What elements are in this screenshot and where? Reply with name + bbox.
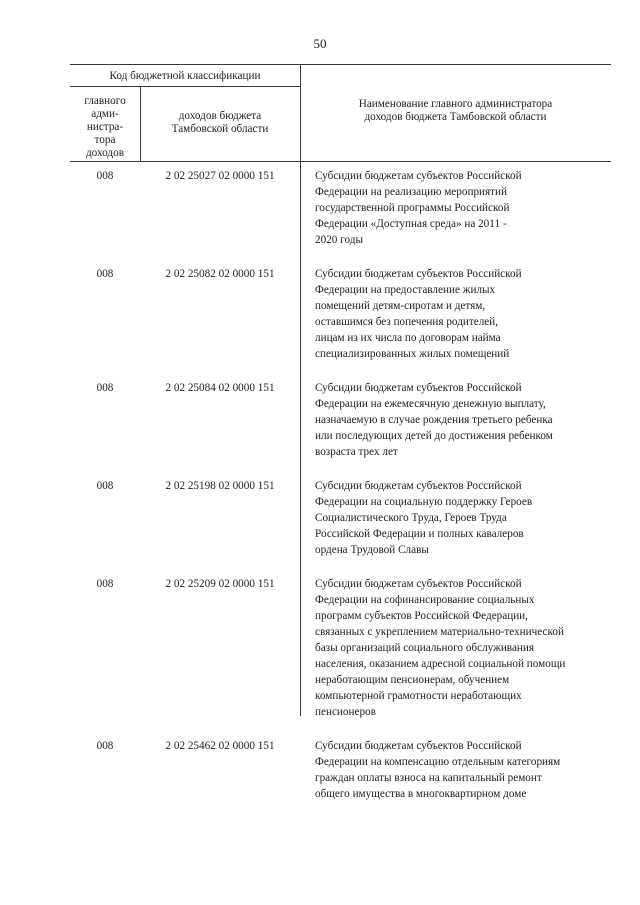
admin-name-line: специализированных жилых помещений	[315, 348, 510, 360]
table-row	[70, 379, 611, 477]
admin-name-line: неработающим пенсионерам, обучением	[315, 674, 510, 686]
admin-code-header-line: главного	[84, 95, 126, 107]
income-code-cell: 2 02 25084 02 0000 151	[165, 382, 275, 394]
admin-name-line: населения, оказанием адресной социальной помощи	[315, 658, 566, 670]
income-code-header-line: Тамбовской области	[171, 123, 269, 135]
table-top-border	[70, 64, 611, 65]
admin-name-line: лицам из их числа по договорам найма	[315, 332, 501, 344]
admin-code-cell: 008	[96, 740, 114, 752]
admin-name-line: государственной программы Российской	[315, 202, 510, 214]
table-row	[70, 575, 611, 737]
admin-name-line: или последующих детей до достижения ребенком	[315, 430, 553, 442]
admin-name-header	[300, 98, 611, 124]
admin-name-line: Субсидии бюджетам субъектов Российской	[315, 578, 522, 590]
admin-name-line: назначаемую в случае рождения третьего ребенка	[315, 414, 553, 426]
admin-name-cell	[300, 575, 611, 720]
admin-name-cell	[300, 477, 611, 558]
admin-code-cell: 008	[96, 480, 114, 492]
admin-code-header-line: нистра-	[86, 121, 124, 133]
income-code-cell: 2 02 25462 02 0000 151	[165, 740, 275, 752]
admin-code-cell: 008	[96, 382, 114, 394]
admin-code-cell: 008	[96, 268, 114, 280]
income-code-cell: 2 02 25027 02 0000 151	[165, 170, 275, 182]
admin-name-line: Субсидии бюджетам субъектов Российской	[315, 268, 522, 280]
admin-name-line: Федерации «Доступная среда» на 2011 -	[315, 218, 507, 230]
admin-name-line: Федерации на предоставление жилых	[315, 284, 496, 296]
admin-name-line: связанных с укреплением материально-технической	[315, 626, 564, 638]
admin-name-line: общего имущества в многоквартирном доме	[315, 788, 527, 800]
admin-name-line: Российской Федерации и полных кавалеров	[315, 528, 524, 540]
admin-code-header	[70, 95, 140, 160]
income-code-header	[140, 110, 300, 136]
admin-name-line: пенсионеров	[315, 706, 376, 718]
admin-name-line: Субсидии бюджетам субъектов Российской	[315, 382, 522, 394]
income-code-cell: 2 02 25209 02 0000 151	[165, 578, 275, 590]
table-row	[70, 477, 611, 575]
admin-name-line: Федерации на софинансирование социальных	[315, 594, 535, 606]
admin-code-header-line: адми-	[91, 108, 119, 120]
table-row	[70, 737, 611, 819]
budget-classification-table	[70, 64, 611, 800]
page-number: 50	[313, 36, 327, 51]
admin-name-line: базы организаций социального обслуживания	[315, 642, 535, 654]
code-group-header: Код бюджетной классификации	[109, 70, 261, 82]
income-code-cell: 2 02 25198 02 0000 151	[165, 480, 275, 492]
admin-code-header-line: доходов	[85, 147, 124, 159]
admin-name-cell	[300, 379, 611, 460]
admin-name-header-line: доходов бюджета Тамбовской области	[364, 111, 547, 123]
admin-name-line: оставшимся без попечения родителей,	[315, 316, 499, 328]
admin-name-header-line: Наименование главного администратора	[358, 98, 553, 110]
admin-name-line: помещений детям-сиротам и детям,	[315, 300, 486, 312]
admin-name-line: Субсидии бюджетам субъектов Российской	[315, 480, 522, 492]
table-row	[70, 265, 611, 379]
income-code-header-line: доходов бюджета	[178, 110, 262, 122]
admin-code-cell: 008	[96, 170, 114, 182]
code-group-underline	[70, 86, 300, 87]
admin-name-line: Федерации на компенсацию отдельным категориям	[315, 756, 561, 768]
admin-name-line: программ субъектов Российской Федерации,	[315, 610, 528, 622]
admin-code-header-line: тора	[94, 134, 116, 146]
admin-name-line: ордена Трудовой Славы	[315, 544, 429, 556]
admin-name-cell	[300, 737, 611, 802]
admin-name-cell	[300, 265, 611, 362]
admin-name-line: Субсидии бюджетам субъектов Российской	[315, 170, 522, 182]
admin-code-cell: 008	[96, 578, 114, 590]
admin-name-cell	[300, 167, 611, 248]
header-bottom-border	[70, 161, 611, 162]
admin-name-line: возраста трех лет	[315, 446, 398, 458]
admin-name-line: Социалистического Труда, Героев Труда	[315, 512, 507, 524]
admin-name-line: 2020 годы	[315, 234, 363, 246]
admin-name-line: Федерации на ежемесячную денежную выплату,	[315, 398, 546, 410]
admin-name-line: граждан оплаты взноса на капитальный ремонт	[315, 772, 542, 784]
admin-name-line: компьютерной грамотности неработающих	[315, 690, 522, 702]
table-body	[70, 167, 611, 819]
admin-name-line: Федерации на реализацию мероприятий	[315, 186, 508, 198]
income-code-cell: 2 02 25082 02 0000 151	[165, 268, 275, 280]
admin-name-line: Субсидии бюджетам субъектов Российской	[315, 740, 522, 752]
table-row	[70, 167, 611, 265]
admin-name-line: Федерации на социальную поддержку Героев	[315, 496, 533, 508]
